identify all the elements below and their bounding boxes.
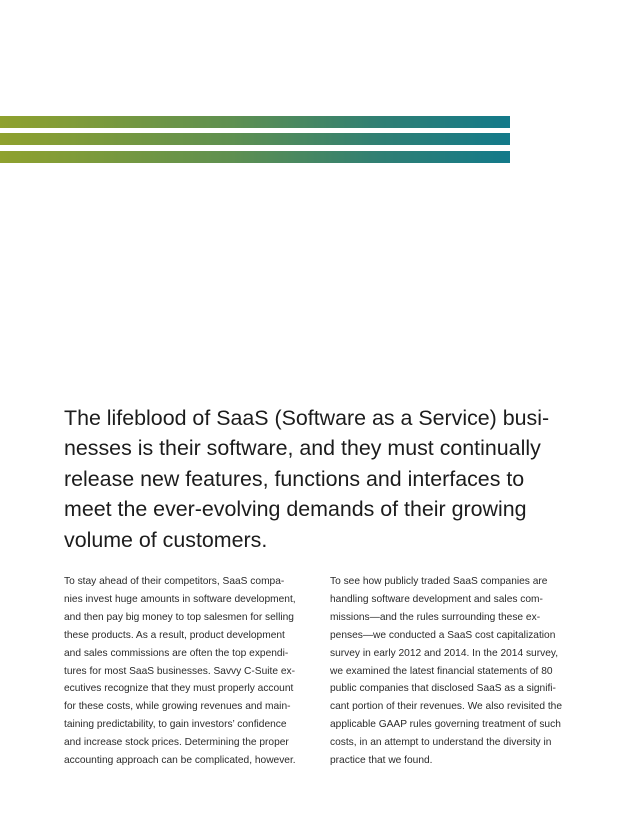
body-line: public companies that disclosed SaaS as a signifi- xyxy=(330,683,556,695)
headline-line: release new features, functions and interfaces to xyxy=(64,466,525,491)
body-line: and then pay big money to top salesmen for selling xyxy=(64,611,294,623)
body-line: survey in early 2012 and 2014. In the 2014 survey, xyxy=(330,647,559,659)
headline-line: nesses is their software, and they must continually xyxy=(64,436,541,461)
body-line: costs, in an attempt to understand the diversity in xyxy=(330,737,552,749)
body-line: and increase stock prices. Determining the proper xyxy=(64,737,289,749)
body-line: these products. As a result, product development xyxy=(64,629,285,641)
body-line: taining predictability, to gain investors’ confidence xyxy=(64,719,287,731)
headline-line: meet the ever-evolving demands of their growing xyxy=(64,497,527,522)
body-column-left xyxy=(64,573,322,770)
decorative-stripe-3 xyxy=(0,151,510,163)
body-line: applicable GAAP rules governing treatment of such xyxy=(330,719,561,731)
body-line: penses—we conducted a SaaS cost capitalization xyxy=(330,629,556,641)
decorative-stripe-1 xyxy=(0,116,510,128)
body-line: tures for most SaaS businesses. Savvy C-Suite ex- xyxy=(64,665,296,677)
body-line: and sales commissions are often the top expendi- xyxy=(64,647,289,659)
body-line: ecutives recognize that they must properly account xyxy=(64,683,294,695)
body-line: cant portion of their revenues. We also revisited the xyxy=(330,701,562,713)
body-line: To see how publicly traded SaaS companies are xyxy=(330,576,548,587)
headline-line: The lifeblood of SaaS (Software as a Service) busi- xyxy=(64,406,550,430)
body-line: accounting approach can be complicated, however. xyxy=(64,755,296,767)
body-line: nies invest huge amounts in software development, xyxy=(64,593,296,605)
body-column-right xyxy=(330,573,588,770)
body-line: missions—and the rules surrounding these ex- xyxy=(330,611,541,623)
body-line: we examined the latest financial statements of 80 xyxy=(330,665,553,677)
headline-line: volume of customers. xyxy=(64,527,268,552)
body-line: for these costs, while growing revenues and main- xyxy=(64,701,291,713)
headline xyxy=(64,403,574,555)
decorative-stripe-2 xyxy=(0,133,510,145)
body-line: practice that we found. xyxy=(330,755,433,767)
body-line: To stay ahead of their competitors, SaaS compa- xyxy=(64,576,285,587)
body-line: handling software development and sales com- xyxy=(330,593,543,605)
